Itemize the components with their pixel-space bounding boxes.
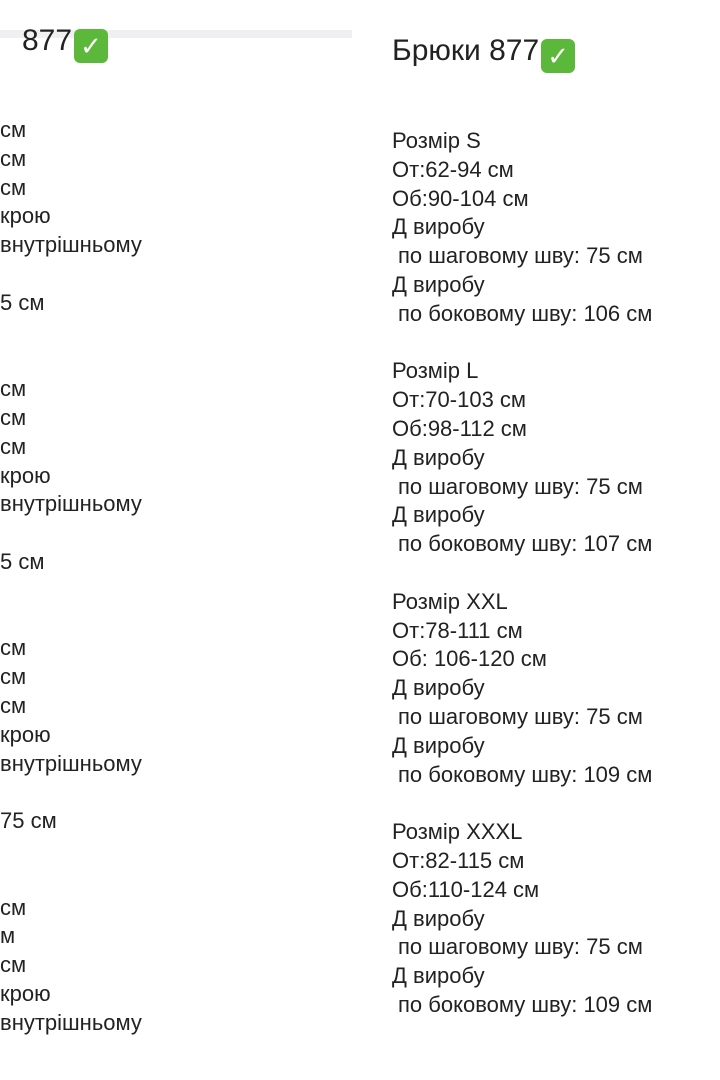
left-text-line: внутрішньому bbox=[0, 491, 142, 517]
size-inseam-line: по шаговому шву: 75 см bbox=[398, 934, 643, 960]
size-inseam-line: по шаговому шву: 75 см bbox=[398, 703, 643, 729]
left-text-line bbox=[0, 346, 142, 375]
left-text-line: крою bbox=[0, 721, 51, 747]
left-text-line: внутрішньому bbox=[0, 232, 142, 258]
size-block bbox=[392, 127, 652, 329]
size-chart bbox=[392, 127, 652, 1049]
left-text-line bbox=[0, 260, 142, 289]
size-ob-line: Об:98-112 см bbox=[392, 415, 527, 441]
left-size-lines bbox=[0, 116, 142, 1038]
check-mark-icon: ✓ bbox=[541, 39, 575, 73]
left-text-line: крою bbox=[0, 203, 51, 229]
left-text-line: см bbox=[0, 894, 27, 920]
size-d2-line: Д виробу bbox=[392, 502, 485, 528]
left-text-line: 75 см bbox=[0, 808, 57, 834]
left-text-line: внутрішньому bbox=[0, 1009, 142, 1035]
left-text-line: внутрішньому bbox=[0, 750, 142, 776]
block-spacer bbox=[392, 329, 652, 358]
left-text-line: крою bbox=[0, 980, 51, 1006]
left-title bbox=[22, 24, 108, 63]
left-text-line bbox=[0, 519, 142, 548]
size-label-line: Розмір XXXL bbox=[392, 819, 523, 845]
size-ot-line: От:78-111 см bbox=[392, 617, 523, 643]
left-screenshot-panel bbox=[0, 0, 352, 1080]
size-d1-line: Д виробу bbox=[392, 905, 485, 931]
left-text-line: см bbox=[0, 117, 27, 142]
size-block bbox=[392, 357, 652, 559]
size-block bbox=[392, 588, 652, 790]
left-text-line: см bbox=[0, 635, 27, 661]
left-text-line: см bbox=[0, 433, 27, 459]
right-title bbox=[392, 34, 575, 73]
left-text-line bbox=[0, 836, 142, 865]
block-spacer bbox=[392, 789, 652, 818]
size-d1-line: Д виробу bbox=[392, 214, 485, 240]
size-label-line: Розмір XXL bbox=[392, 588, 508, 614]
left-text-line: см bbox=[0, 692, 27, 718]
left-text-line bbox=[0, 865, 142, 894]
size-d2-line: Д виробу bbox=[392, 271, 485, 297]
left-text-line: см bbox=[0, 145, 27, 171]
size-side-line: по боковому шву: 109 см bbox=[398, 991, 653, 1017]
left-text-line: 5 см bbox=[0, 548, 45, 574]
left-text-line bbox=[0, 778, 142, 807]
left-text-line bbox=[0, 577, 142, 606]
left-text-line: см bbox=[0, 376, 27, 402]
left-text-line: см bbox=[0, 174, 27, 200]
left-text-line: см bbox=[0, 664, 27, 690]
left-text-line: см bbox=[0, 952, 27, 978]
right-screenshot-panel bbox=[392, 0, 720, 1080]
size-ot-line: От:82-115 см bbox=[392, 847, 525, 873]
size-side-line: по боковому шву: 109 см bbox=[398, 761, 653, 787]
size-ob-line: Об:90-104 см bbox=[392, 185, 529, 211]
size-ot-line: От:62-94 см bbox=[392, 156, 514, 182]
size-inseam-line: по шаговому шву: 75 см bbox=[398, 243, 643, 269]
left-text-line: см bbox=[0, 404, 27, 430]
size-ot-line: От:70-103 см bbox=[392, 387, 527, 413]
block-spacer bbox=[392, 1020, 652, 1049]
size-d1-line: Д виробу bbox=[392, 675, 485, 701]
left-title-text: 877 bbox=[22, 24, 73, 57]
size-inseam-line: по шаговому шву: 75 см bbox=[398, 473, 643, 499]
size-block bbox=[392, 818, 652, 1020]
size-ob-line: Об: 106-120 см bbox=[392, 646, 547, 672]
left-text-line bbox=[0, 606, 142, 635]
size-side-line: по боковому шву: 106 см bbox=[398, 300, 653, 326]
left-text-line bbox=[0, 318, 142, 347]
check-mark-icon: ✓ bbox=[74, 29, 108, 63]
size-ob-line: Об:110-124 см bbox=[392, 876, 540, 902]
size-d2-line: Д виробу bbox=[392, 963, 485, 989]
block-spacer bbox=[392, 559, 652, 588]
left-text-line: крою bbox=[0, 462, 51, 488]
size-d1-line: Д виробу bbox=[392, 444, 485, 470]
size-label-line: Розмір S bbox=[392, 128, 481, 153]
size-d2-line: Д виробу bbox=[392, 732, 485, 758]
left-text-line: м bbox=[0, 923, 16, 949]
right-title-text: Брюки 877 bbox=[392, 34, 540, 67]
size-side-line: по боковому шву: 107 см bbox=[398, 531, 653, 557]
left-text-line: 5 см bbox=[0, 289, 45, 315]
size-label-line: Розмір L bbox=[392, 358, 479, 384]
